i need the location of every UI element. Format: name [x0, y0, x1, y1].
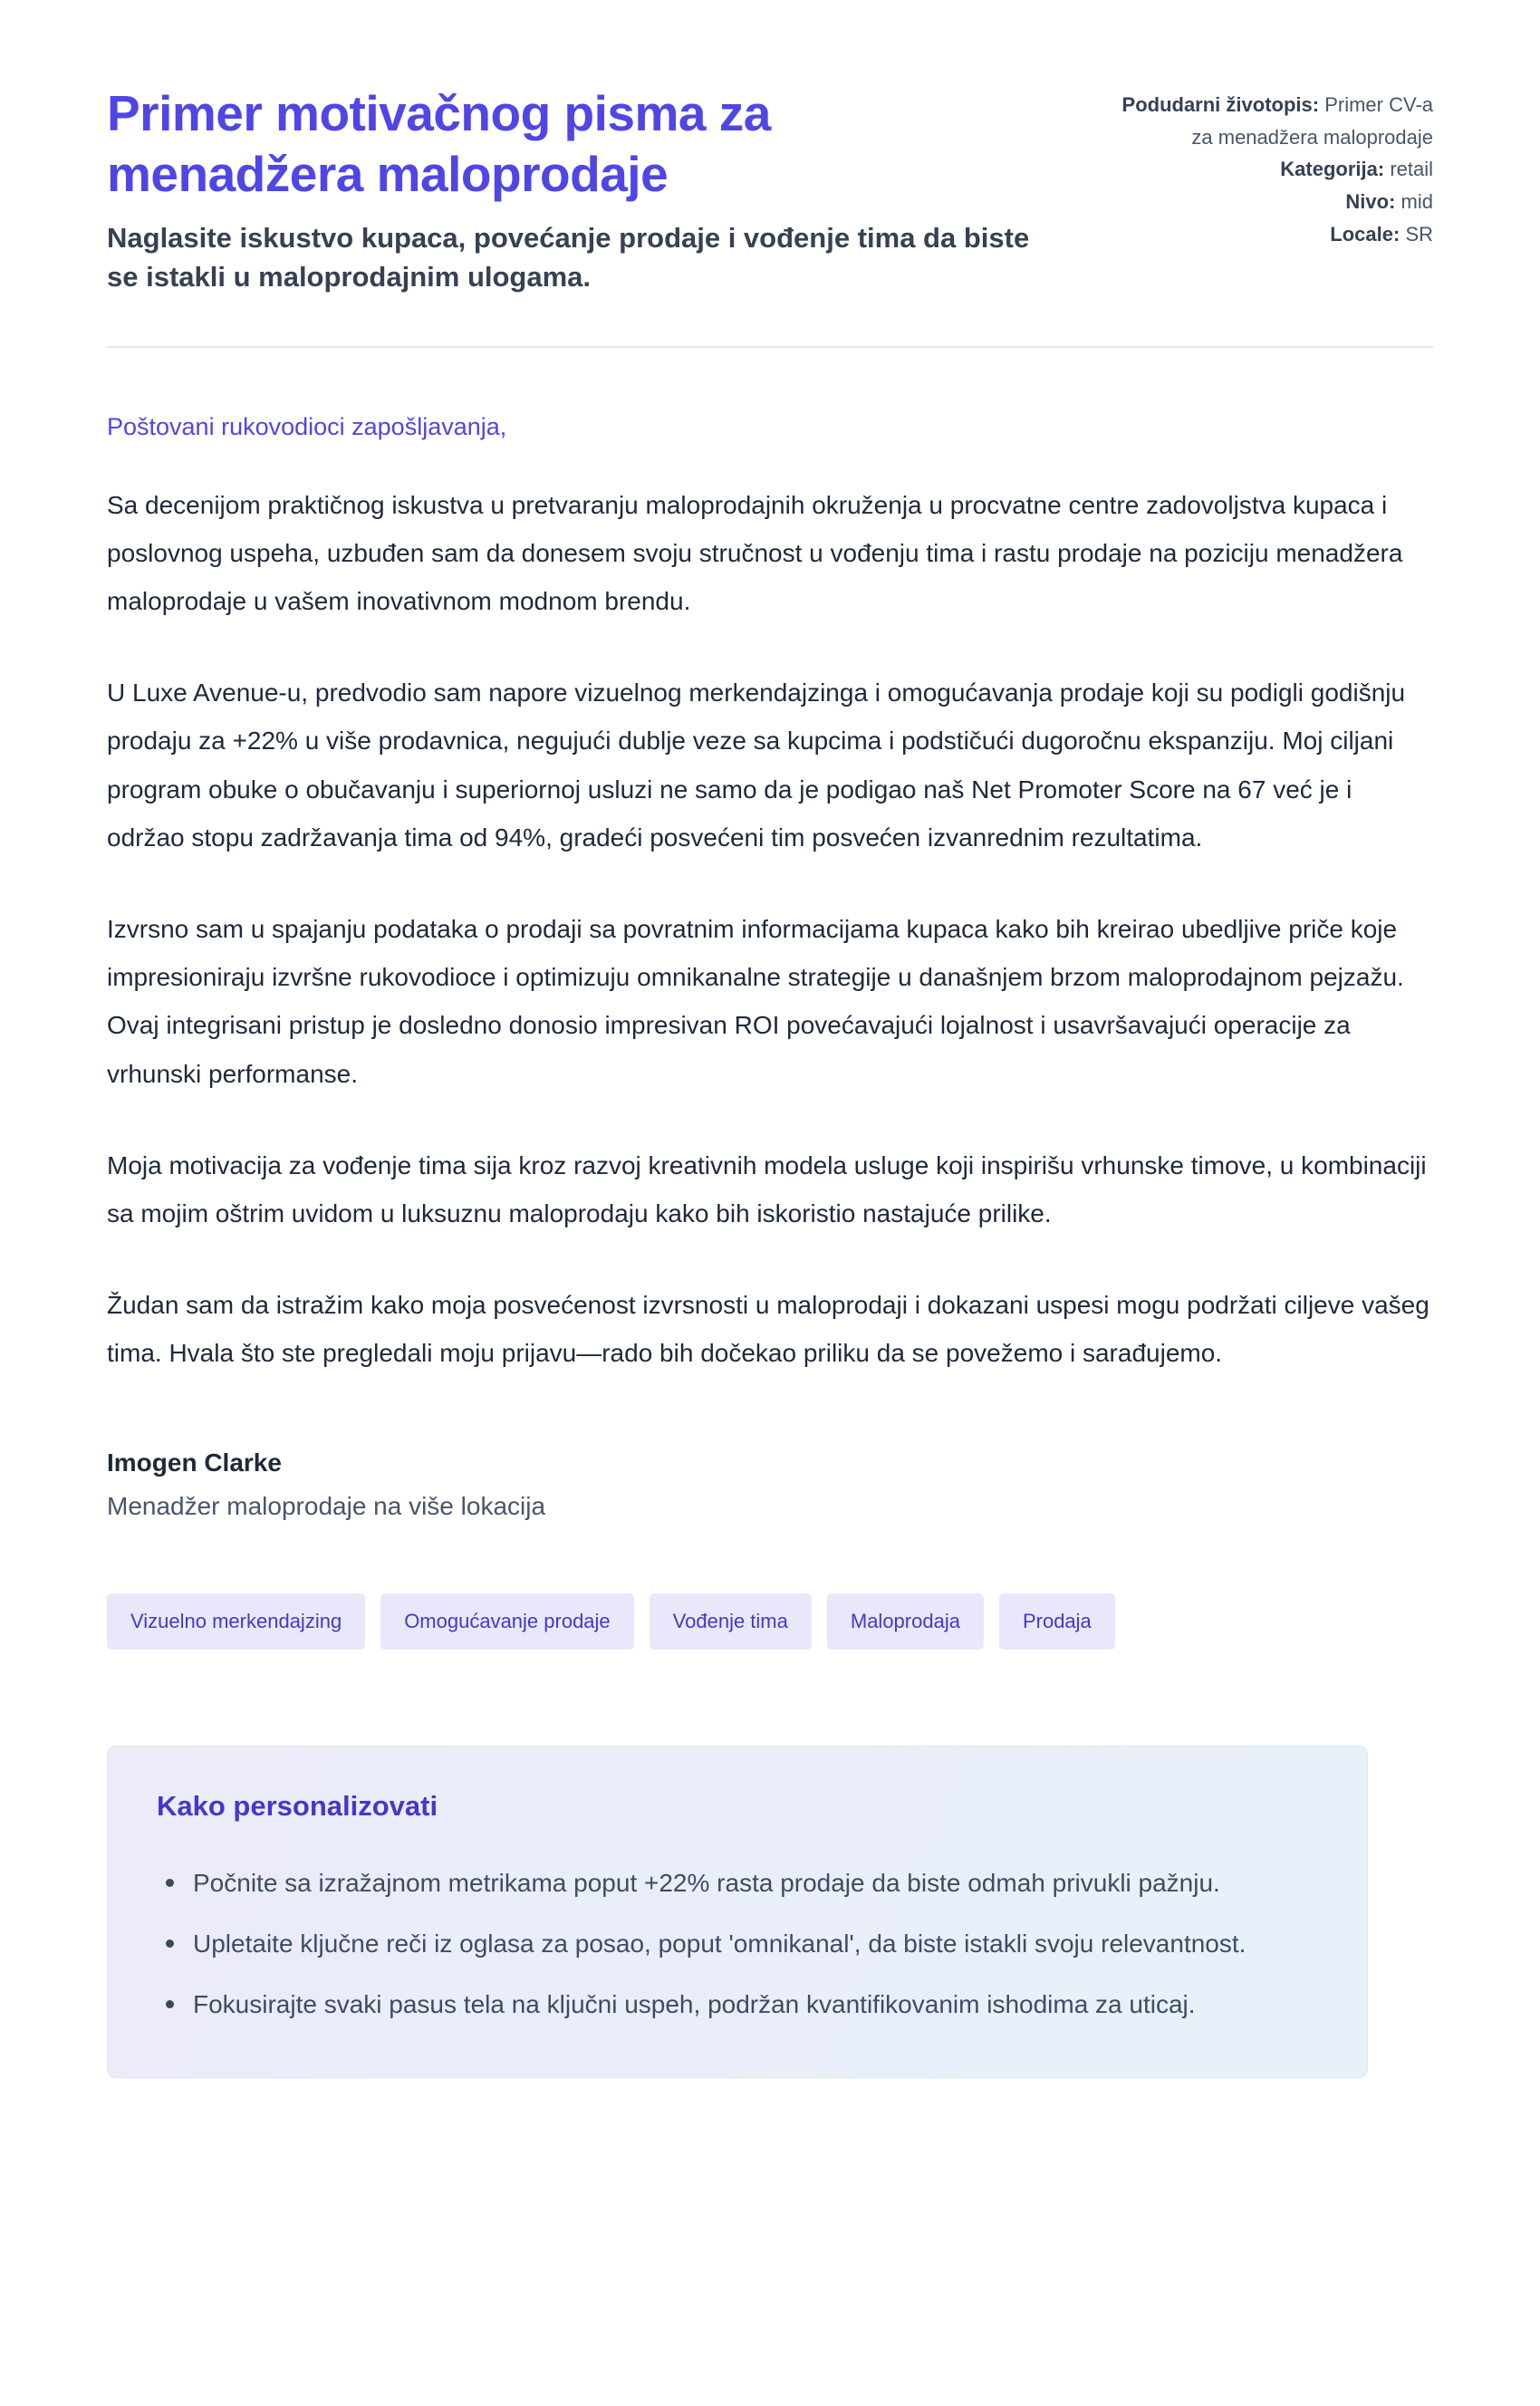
tag-chip-team-leadership: Vođenje tima: [650, 1593, 812, 1650]
meta-locale: [1112, 218, 1433, 251]
meta-value: retail: [1390, 158, 1433, 181]
meta-label: Kategorija:: [1280, 158, 1385, 181]
letter-paragraph-5: Žudan sam da istražim kako moja posvećenost izvrsnosti u maloprodaji i dokazani uspesi mogu podržati ciljeve vašeg tima. Hvala što ste pregledali moju prijavu—rado bih dočekao priliku da se povežemo i sarađujemo.: [107, 1291, 1429, 1368]
meta-value: Primer CV-a za menadžera maloprodaje: [1191, 93, 1433, 149]
tip-item-3: Fokusirajte svaki pasus tela na ključni uspeh, podržan kvantifikovanim ishodima za uticaj.: [157, 1980, 1318, 2028]
tag-chip-retail: Maloprodaja: [827, 1593, 984, 1650]
meta-value: mid: [1400, 189, 1433, 213]
letter-paragraph-3: Izvrsno sam u spajanju podataka o prodaji sa povratnim informacijama kupaca kako bih kreirao ubedljive priče koje impresioniraju izvršne rukovodioce i optimizuju omnikanalne strategije u današnjem brzom maloprodajnom pejzažu. Ovaj integrisani pristup je dosledno donosio impresivan ROI povećavajući lojalnost i usavršavajući operacije za vrhunski performanse.: [107, 915, 1404, 1088]
tips-list: [157, 1859, 1318, 2029]
tip-item-2: Upletaite ključne reči iz oglasa za posao, poput 'omnikanal', da biste istakli svoju relevantnost.: [157, 1920, 1318, 1968]
signature-role: Menadžer maloprodaje na više lokacija: [107, 1491, 546, 1520]
header-left: [107, 83, 1031, 297]
letter-paragraph-4: Moja motivacija za vođenje tima sija kroz razvoj kreativnih modela usluge koji inspirišu vrhunske timove, u kombinaciji sa mojim oštrim uvidom u luksuznu maloprodaju kako bih iskoristio nastajuće prilike.: [107, 1150, 1427, 1227]
personalization-tips-card: [107, 1746, 1368, 2079]
tip-item-1: Počnite sa izražajnom metrikama poput +22% rasta prodaje da biste odmah privukli pažnju.: [157, 1859, 1318, 1907]
header-divider: [107, 346, 1433, 348]
meta-level: [1112, 186, 1433, 218]
tag-list: [107, 1593, 1433, 1650]
meta-value: SR: [1405, 222, 1433, 245]
signature-name: Imogen Clarke: [107, 1448, 282, 1477]
tag-chip-sales-enablement: Omogućavanje prodaje: [380, 1593, 633, 1650]
meta-category: [1112, 153, 1433, 186]
tag-chip-visual-merchandising: Vizuelno merkendajzing: [107, 1593, 365, 1650]
meta-label: Locale:: [1330, 222, 1400, 245]
letter-paragraph-1: Sa decenijom praktičnog iskustva u pretvaranju maloprodajnih okruženja u procvatne centre zadovoljstva kupaca i poslovnog uspeha, uzbuđen sam da donesem svoju stručnost u vođenju tima i rastu prodaje na poziciju menadžera maloprodaje u vašem inovativnom modnom brendu.: [107, 490, 1403, 616]
meta-label: Nivo:: [1345, 189, 1396, 213]
meta-panel: [1112, 83, 1433, 250]
page-title: Primer motivačnog pisma za menadžera maloprodaje: [107, 85, 771, 203]
tag-chip-sales: Prodaja: [999, 1593, 1115, 1650]
letter-body: [107, 413, 1433, 1521]
header: [107, 83, 1433, 297]
letter-paragraph-2: U Luxe Avenue-u, predvodio sam napore vizuelnog merkendajzinga i omogućavanja prodaje koji su podigli godišnju prodaju za +22% u više prodavnica, negujući dublje veze sa kupcima i podstičući dugoročnu ekspanziju. Moj ciljani program obuke o obučavanju i superiornoj usluzi ne samo da je podigao naš Net Promoter Score na 67 već je i održao stopu zadržavanja tima od 94%, gradeći posvećeni tim posvećen izvanrednim rezultatima.: [107, 678, 1406, 852]
tips-title: Kako personalizovati: [157, 1789, 438, 1822]
meta-matching-resume: [1112, 89, 1433, 153]
meta-label: Podudarni životopis:: [1121, 93, 1320, 116]
cover-letter-page: [107, 0, 1433, 2141]
letter-greeting: Poštovani rukovodioci zapošljavanja,: [107, 412, 507, 440]
page-subtitle: Naglasite iskustvo kupaca, povećanje prodaje i vođenje tima da biste se istakli u maloprodajnim ulogama.: [107, 222, 1030, 293]
